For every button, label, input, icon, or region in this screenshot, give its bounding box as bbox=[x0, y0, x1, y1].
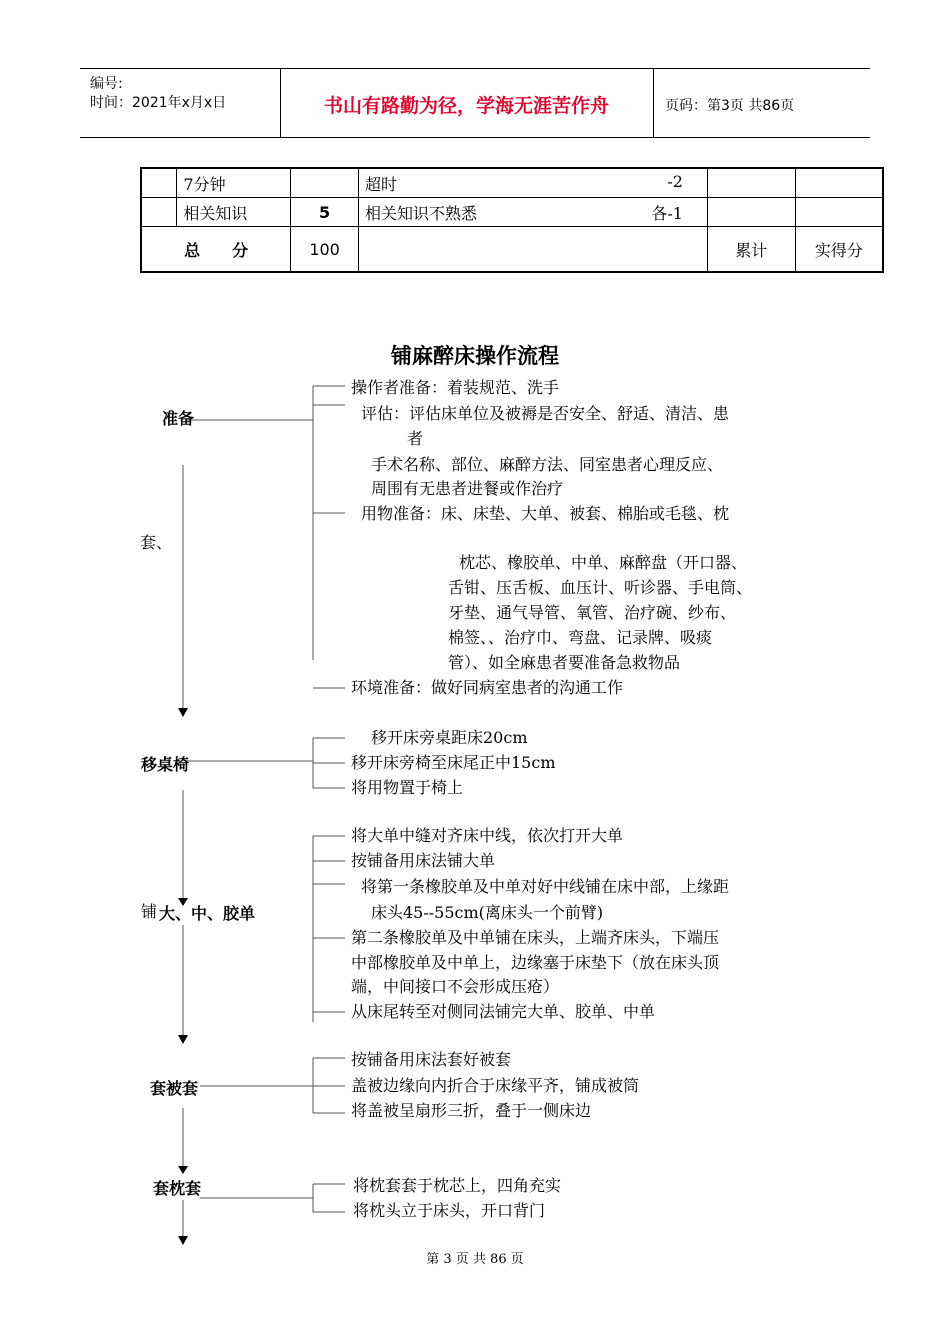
step-prepare: 准备 bbox=[162, 409, 195, 428]
sheet-line: 床头45--55cm(离床头一个前臂) bbox=[371, 903, 604, 922]
prep-line: 环境准备：做好同病室患者的沟通工作 bbox=[351, 678, 624, 697]
motto: 书山有路勤为径，学海无涯苦作舟 bbox=[323, 95, 609, 117]
total-points: 100 bbox=[291, 227, 359, 273]
prep-line: 枕芯、橡胶单、中单、麻醉盘（开口器、 bbox=[459, 553, 748, 572]
sheet-line: 将第一条橡胶单及中单对好中线铺在床中部，上缘距 bbox=[361, 877, 730, 896]
step-pillow-case: 套枕套 bbox=[153, 1179, 202, 1198]
sheet-line: 第二条橡胶单及中单铺在床头，上端齐床头，下端压 bbox=[351, 928, 720, 947]
quilt-line: 按铺备用床法套好被套 bbox=[351, 1050, 512, 1069]
sheet-line: 端，中间接口不会形成压疮） bbox=[351, 977, 560, 996]
table-cell: 7分钟 bbox=[177, 168, 291, 198]
table-cell: 5 bbox=[291, 198, 359, 227]
criterion-text: 相关知识不熟悉 bbox=[365, 203, 478, 223]
step-move-furniture: 移桌椅 bbox=[141, 755, 190, 774]
move-line: 移开床旁桌距床20cm bbox=[371, 728, 528, 747]
prep-line: 手术名称、部位、麻醉方法、同室患者心理反应、 bbox=[371, 455, 724, 474]
prep-line: 评估：评估床单位及被褥是否安全、舒适、清洁、患 bbox=[361, 404, 730, 423]
prep-line: 操作者准备：着装规范、洗手 bbox=[351, 378, 560, 397]
stray-text: 套、 bbox=[140, 533, 173, 552]
deduction-text: -2 bbox=[667, 171, 683, 191]
deduction-text: 各-1 bbox=[651, 203, 683, 223]
number-label: 编号: bbox=[90, 76, 123, 92]
move-line: 将用物置于椅上 bbox=[351, 778, 464, 797]
prep-line: 周围有无患者进餐或作治疗 bbox=[371, 479, 564, 498]
total-label: 总 分 bbox=[141, 227, 291, 273]
quilt-line: 盖被边缘向内折合于床缘平齐，铺成被筒 bbox=[351, 1076, 640, 1095]
prep-line: 管）、如全麻患者要准备急救物品 bbox=[448, 653, 681, 672]
step-lay-sheets: 大、中、胶单 bbox=[159, 904, 256, 923]
table-cell: 相关知识 bbox=[177, 198, 291, 227]
pillow-line: 将枕套套于枕芯上，四角充实 bbox=[353, 1176, 562, 1195]
date-label: 时间：2021年x月x日 bbox=[90, 95, 227, 111]
actual-score-label: 实得分 bbox=[795, 227, 883, 273]
step-sheet-prefix: 铺 bbox=[141, 902, 158, 921]
quilt-line: 将盖被呈扇形三折，叠于一侧床边 bbox=[351, 1101, 592, 1120]
step-quilt-cover: 套被套 bbox=[150, 1079, 199, 1098]
move-line: 移开床旁椅至床尾正中15cm bbox=[351, 753, 556, 772]
page-info: 页码：第3页 共86页 bbox=[665, 98, 795, 114]
prep-line: 者 bbox=[407, 429, 424, 448]
sheet-line: 将大单中缝对齐床中线，依次打开大单 bbox=[351, 826, 624, 845]
pillow-line: 将枕头立于床头，开口背门 bbox=[353, 1201, 546, 1220]
criterion-text: 超时 bbox=[365, 174, 398, 194]
prep-line: 用物准备：床、床垫、大单、被套、棉胎或毛毯、枕 bbox=[361, 504, 730, 523]
sheet-line: 从床尾转至对侧同法铺完大单、胶单、中单 bbox=[351, 1002, 656, 1021]
prep-line: 棉签、、治疗巾、弯盘、记录牌、吸痰 bbox=[448, 628, 713, 647]
cumulative-label: 累计 bbox=[707, 227, 795, 273]
prep-line: 舌钳、压舌板、血压计、听诊器、手电筒、 bbox=[448, 578, 753, 597]
sheet-line: 按铺备用床法铺大单 bbox=[351, 851, 496, 870]
flow-title: 铺麻醉床操作流程 bbox=[391, 344, 559, 368]
prep-line: 牙垫、通气导管、氧管、治疗碗、纱布、 bbox=[448, 603, 737, 622]
page-footer: 第 3 页 共 86 页 bbox=[426, 1252, 524, 1267]
sheet-line: 中部橡胶单及中单上，边缘塞于床垫下（放在床头顶 bbox=[351, 953, 720, 972]
